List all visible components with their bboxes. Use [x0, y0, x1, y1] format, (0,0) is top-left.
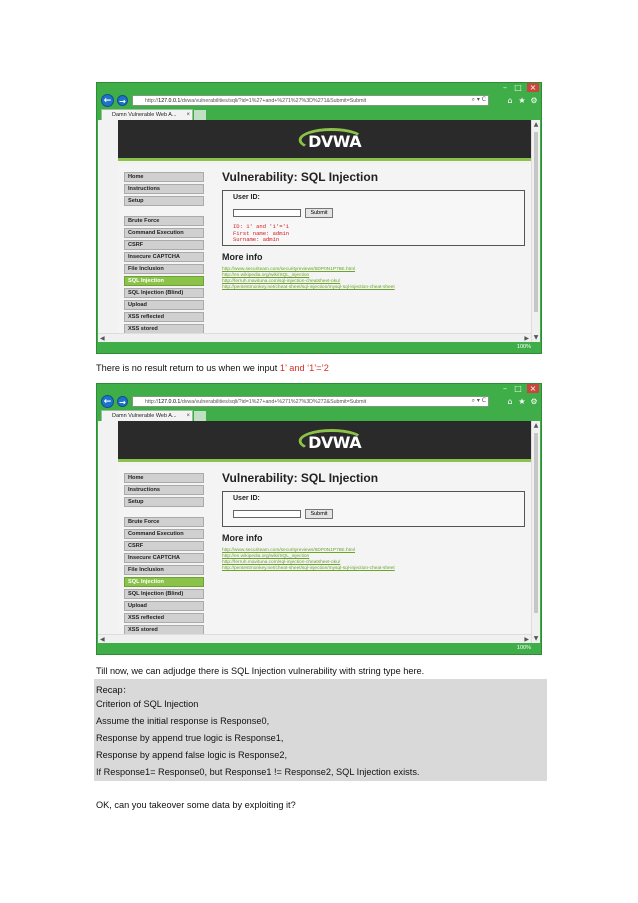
- menu-item-setup[interactable]: Setup: [124, 497, 204, 507]
- recap-box: [94, 679, 547, 781]
- link-securiteam[interactable]: http://www.securiteam.com/securityreviews/5DP0N1P76E.html: [222, 548, 356, 553]
- vertical-scrollbar[interactable]: [531, 421, 540, 643]
- nav-bar: [97, 94, 541, 108]
- scroll-right-icon[interactable]: ▶: [524, 636, 529, 643]
- dvwa-body: [118, 465, 531, 634]
- url-prefix: http://: [145, 399, 159, 405]
- title-bar: [97, 384, 541, 394]
- link-wikipedia[interactable]: http://en.wikipedia.org/wiki/SQL_injection: [222, 273, 310, 278]
- sidebar-menu: [124, 473, 204, 637]
- nav-bar: [97, 395, 541, 409]
- tab-row: [97, 109, 541, 120]
- status-bar: [97, 643, 541, 654]
- more-info-links: [222, 548, 525, 572]
- url-host: 127.0.0.1: [158, 399, 181, 405]
- menu-item-insecure-captcha[interactable]: Insecure CAPTCHA: [124, 252, 204, 262]
- doc-line-conclusion: Till now, we can adjudge there is SQL Injection vulnerability with string type here.: [96, 666, 425, 676]
- dvwa-header: [118, 421, 531, 462]
- logo-text: DVWA: [308, 433, 362, 452]
- tab-title: Damn Vulnerable Web A...: [112, 413, 177, 419]
- zoom-level[interactable]: 100%: [516, 344, 531, 350]
- home-icon[interactable]: ⌂: [507, 96, 513, 105]
- tab-close-icon[interactable]: ×: [186, 413, 190, 419]
- menu-item-xss-reflected[interactable]: XSS reflected: [124, 613, 204, 623]
- forward-button[interactable]: →: [117, 95, 128, 106]
- menu-item-instructions[interactable]: Instructions: [124, 485, 204, 495]
- dvwa-logo: [298, 128, 364, 152]
- url-path: /dvwa/vulnerabilities/sqli/?id=1%27+and+%271%27%3D%272&Submit=Submit: [180, 399, 367, 405]
- tab-row: [97, 410, 541, 421]
- back-button[interactable]: ←: [101, 395, 114, 408]
- link-pentestmonkey[interactable]: http://pentestmonkey.net/cheat-sheet/sql-injection/mysql-sql-injection-cheat-sheet: [222, 566, 395, 571]
- maximize-icon[interactable]: □: [514, 384, 522, 393]
- more-info-links: [222, 267, 525, 291]
- recap-response0: Assume the initial response is Response0,: [96, 716, 270, 726]
- menu-item-brute-force[interactable]: Brute Force: [124, 216, 204, 226]
- scroll-thumb[interactable]: [534, 433, 538, 613]
- dvwa-logo: [298, 429, 364, 453]
- link-ferruh[interactable]: http://ferruh.mavituna.com/sql-injection-cheatsheet-oku/: [222, 560, 341, 565]
- maximize-icon[interactable]: □: [514, 83, 522, 92]
- minimize-icon[interactable]: –: [503, 83, 507, 92]
- address-bar[interactable]: [132, 396, 489, 407]
- link-ferruh[interactable]: http://ferruh.mavituna.com/sql-injection-cheatsheet-oku/: [222, 279, 341, 284]
- more-info-heading: More info: [222, 533, 263, 543]
- scroll-down-icon[interactable]: ▼: [533, 635, 539, 642]
- menu-item-xss-reflected[interactable]: XSS reflected: [124, 312, 204, 322]
- menu-item-upload[interactable]: Upload: [124, 300, 204, 310]
- menu-item-home[interactable]: Home: [124, 172, 204, 182]
- url-prefix: http://: [145, 98, 159, 104]
- scroll-thumb[interactable]: [534, 132, 538, 312]
- result-surname: Surname: admin: [233, 236, 280, 243]
- status-bar: [97, 342, 541, 353]
- user-id-input[interactable]: [233, 209, 301, 217]
- scroll-right-icon[interactable]: ▶: [524, 335, 529, 342]
- home-icon[interactable]: ⌂: [507, 397, 513, 406]
- address-actions[interactable]: ⌕ ▾ C: [471, 96, 486, 103]
- submit-button[interactable]: Submit: [305, 208, 333, 218]
- menu-item-brute-force[interactable]: Brute Force: [124, 517, 204, 527]
- more-info-heading: More info: [222, 252, 263, 262]
- user-id-label: User ID:: [233, 194, 260, 201]
- doc-line-payload: 1’ and ‘1’=’2: [279, 363, 329, 373]
- menu-item-sql-injection[interactable]: SQL Injection: [124, 577, 204, 587]
- back-button[interactable]: ←: [101, 94, 114, 107]
- recap-response1: Response by append true logic is Response1,: [96, 733, 284, 743]
- page-viewport: [98, 120, 540, 342]
- menu-item-setup[interactable]: Setup: [124, 196, 204, 206]
- url-host: 127.0.0.1: [158, 98, 181, 104]
- close-icon[interactable]: ×: [527, 83, 539, 92]
- user-id-input[interactable]: [233, 510, 301, 518]
- minimize-icon[interactable]: –: [503, 384, 507, 393]
- horizontal-scrollbar[interactable]: [98, 634, 531, 643]
- url-path: /dvwa/vulnerabilities/sqli/?id=1%27+and+%271%27%3D%271&Submit=Submit: [180, 98, 367, 104]
- address-bar[interactable]: [132, 95, 489, 106]
- vertical-scrollbar[interactable]: [531, 120, 540, 342]
- link-wikipedia[interactable]: http://en.wikipedia.org/wiki/SQL_injection: [222, 554, 310, 559]
- doc-line-no-result-text: There is no result return to us when we input: [96, 363, 280, 373]
- favorites-icon[interactable]: ★: [518, 397, 526, 406]
- submit-button[interactable]: Submit: [305, 509, 333, 519]
- query-result: [233, 224, 289, 244]
- recap-response2: Response by append false logic is Response2,: [96, 750, 288, 760]
- logo-text: DVWA: [308, 132, 362, 151]
- browser-tab[interactable]: [101, 410, 193, 421]
- menu-item-sql-injection-blind[interactable]: SQL Injection (Blind): [124, 589, 204, 599]
- browser-screenshot-1: [96, 82, 542, 354]
- result-first-name: First name: admin: [233, 229, 290, 237]
- recap-title: Recap：: [96, 685, 132, 695]
- main-content: [222, 471, 525, 572]
- scroll-up-icon[interactable]: ▲: [533, 121, 539, 128]
- address-actions[interactable]: ⌕ ▾ C: [471, 397, 486, 404]
- menu-item-sql-injection-blind[interactable]: SQL Injection (Blind): [124, 288, 204, 298]
- doc-line-closing: OK, can you takeover some data by exploiting it?: [96, 800, 296, 810]
- recap-criterion: Criterion of SQL Injection: [96, 699, 199, 709]
- page-title: Vulnerability: SQL Injection: [222, 471, 379, 485]
- scroll-up-icon[interactable]: ▲: [533, 422, 539, 429]
- user-id-form: [222, 190, 525, 246]
- menu-item-home[interactable]: Home: [124, 473, 204, 483]
- settings-icon[interactable]: ⚙: [530, 96, 538, 105]
- menu-item-csrf[interactable]: CSRF: [124, 541, 204, 551]
- recap-rule: If Response1= Response0, but Response1 != Response2, SQL Injection exists.: [96, 767, 420, 777]
- page-viewport: [98, 421, 540, 643]
- dvwa-body: [118, 164, 531, 333]
- result-id: ID: 1' and '1'='1: [233, 223, 290, 230]
- main-content: [222, 170, 525, 291]
- menu-item-xss-stored[interactable]: XSS stored: [124, 324, 204, 334]
- link-securiteam[interactable]: http://www.securiteam.com/securityreviews/5DP0N1P76E.html: [222, 267, 356, 272]
- menu-item-command-execution[interactable]: Command Execution: [124, 228, 204, 238]
- tab-close-icon[interactable]: ×: [186, 112, 190, 118]
- close-icon[interactable]: ×: [527, 384, 539, 393]
- link-pentestmonkey[interactable]: http://pentestmonkey.net/cheat-sheet/sql-injection/mysql-sql-injection-cheat-sheet: [222, 285, 395, 290]
- title-bar: [97, 83, 541, 93]
- scroll-down-icon[interactable]: ▼: [533, 334, 539, 341]
- user-id-label: User ID:: [233, 495, 260, 502]
- tab-title: Damn Vulnerable Web A...: [112, 112, 177, 118]
- page-title: Vulnerability: SQL Injection: [222, 170, 379, 184]
- scroll-left-icon[interactable]: ◀: [100, 636, 105, 643]
- new-tab-button[interactable]: [194, 411, 206, 421]
- scroll-left-icon[interactable]: ◀: [100, 335, 105, 342]
- menu-item-file-inclusion[interactable]: File Inclusion: [124, 565, 204, 575]
- menu-item-insecure-captcha[interactable]: Insecure CAPTCHA: [124, 553, 204, 563]
- zoom-level[interactable]: 100%: [516, 645, 531, 651]
- browser-screenshot-2: [96, 383, 542, 655]
- doc-line-no-result: [96, 363, 329, 373]
- settings-icon[interactable]: ⚙: [530, 397, 538, 406]
- menu-item-xss-stored[interactable]: XSS stored: [124, 625, 204, 635]
- menu-item-file-inclusion[interactable]: File Inclusion: [124, 264, 204, 274]
- browser-tab[interactable]: [101, 109, 193, 120]
- sidebar-menu: [124, 172, 204, 336]
- horizontal-scrollbar[interactable]: [98, 333, 531, 342]
- dvwa-header: [118, 120, 531, 161]
- menu-item-command-execution[interactable]: Command Execution: [124, 529, 204, 539]
- menu-item-csrf[interactable]: CSRF: [124, 240, 204, 250]
- new-tab-button[interactable]: [194, 110, 206, 120]
- menu-item-instructions[interactable]: Instructions: [124, 184, 204, 194]
- menu-item-upload[interactable]: Upload: [124, 601, 204, 611]
- user-id-form: [222, 491, 525, 527]
- menu-item-sql-injection[interactable]: SQL Injection: [124, 276, 204, 286]
- favorites-icon[interactable]: ★: [518, 96, 526, 105]
- forward-button[interactable]: →: [117, 396, 128, 407]
